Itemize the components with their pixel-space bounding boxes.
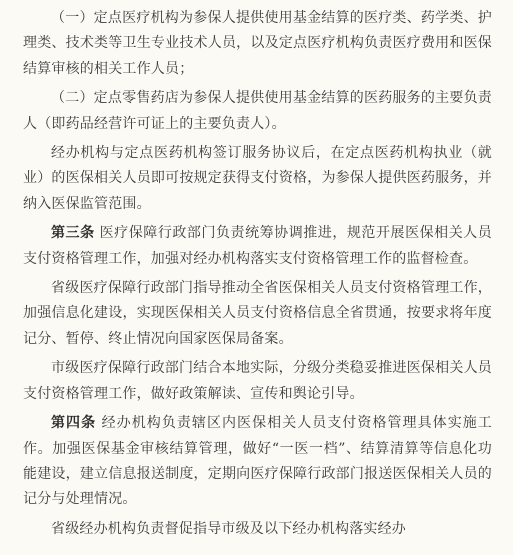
paragraph-text: 省级经办机构负责督促指导市级及以下经办机构落实经办 <box>51 520 406 537</box>
paragraph-provincial-agency <box>23 517 492 542</box>
paragraph-text: （二）定点零售药店为参保人提供使用基金结算的医药服务的主要负责人（即药品经营许可证上的主要负责人）。 <box>23 90 492 132</box>
paragraph-text: 市级医疗保障行政部门结合本地实际，分级分类稳妥推进医保相关人员支付资格管理工作，做好政策解读、宣传和舆论引导。 <box>23 360 492 402</box>
article-number: 第三条 <box>51 225 95 242</box>
paragraph-text: 省级医疗保障行政部门指导推动全省医保相关人员支付资格管理工作，加强信息化建设，实现医保相关人员支付资格信息全省贯通，按要求将年度记分、暂停、终止情况向国家医保局备案。 <box>23 280 492 347</box>
paragraph-clause-2 <box>23 86 492 137</box>
paragraph-text: （一）定点医疗机构为参保人提供使用基金结算的医疗类、药学类、护理类、技术类等卫生专业技术人员，以及定点医疗机构负责医疗费用和医保结算审核的相关工作人员； <box>23 10 492 77</box>
paragraph-text: 经办机构负责辖区内医保相关人员支付资格管理具体实施工作。加强医保基金审核结算管理，做好“一医一档”、结算清算等信息化功能建设，建立信息报送制度，定期向医疗保障行政部门报送医保相关人员的记分与处理情况。 <box>23 415 492 508</box>
paragraph-service-agreement <box>23 141 492 217</box>
paragraph-article-3 <box>23 221 492 272</box>
article-number: 第四条 <box>51 415 97 432</box>
paragraph-provincial-department <box>23 276 492 352</box>
paragraph-clause-1 <box>23 6 492 82</box>
paragraph-article-4 <box>23 411 492 513</box>
paragraph-text: 经办机构与定点医药机构签订服务协议后，在定点医药机构执业（就业）的医保相关人员即可按规定获得支付资格，为参保人提供医药服务，并纳入医保监管范围。 <box>23 145 492 212</box>
paragraph-municipal-department <box>23 356 492 407</box>
paragraph-text: 医疗保障行政部门负责统筹协调推进，规范开展医保相关人员支付资格管理工作，加强对经办机构落实支付资格管理工作的监督检查。 <box>23 225 492 267</box>
